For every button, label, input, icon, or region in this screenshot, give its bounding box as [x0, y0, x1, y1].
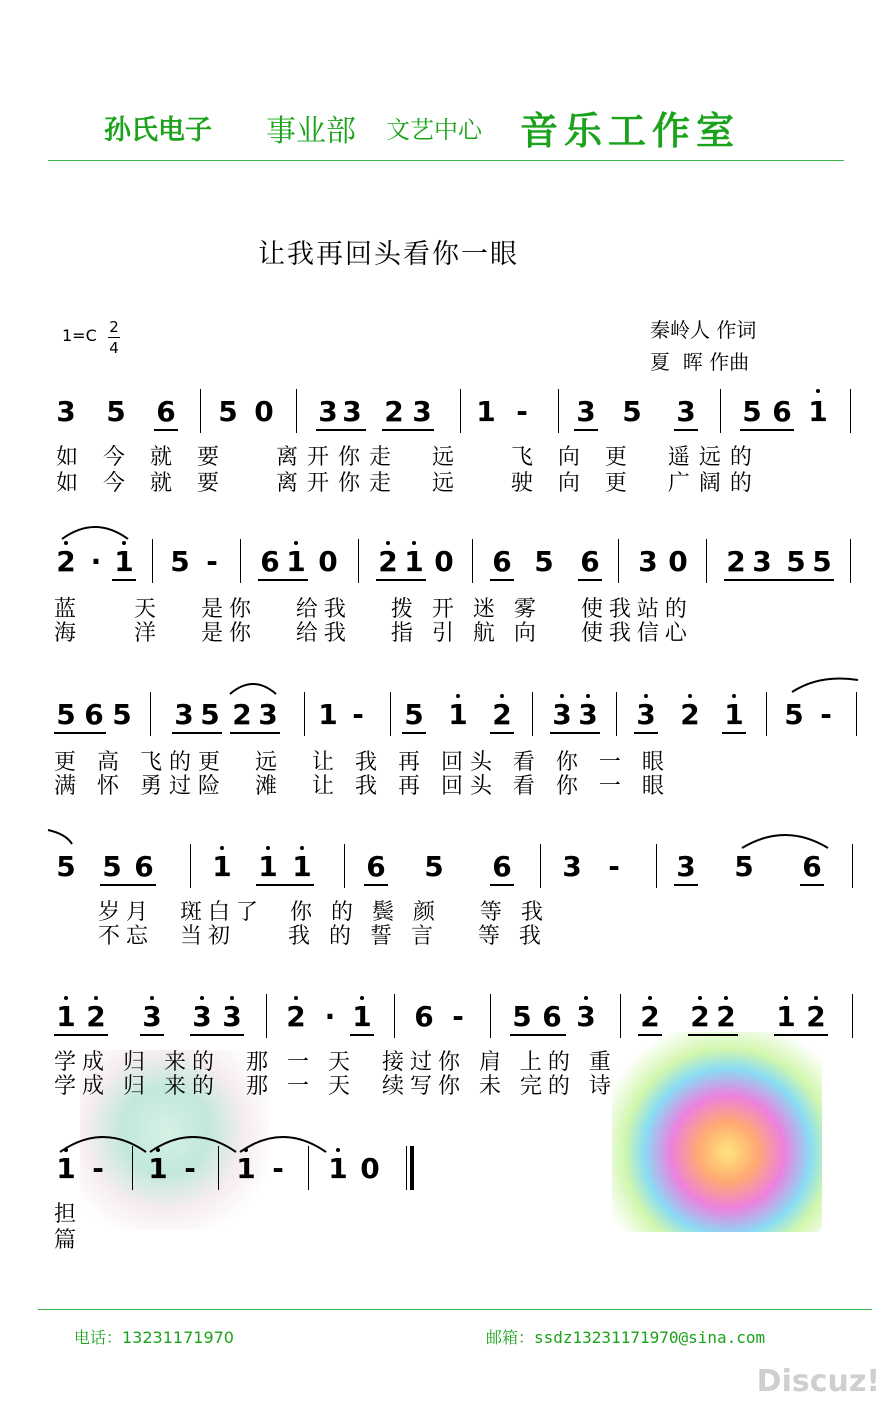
footer-rule [38, 1309, 872, 1310]
note: 3 [318, 395, 338, 428]
note: 2 [232, 698, 252, 731]
note: - [608, 850, 620, 883]
note: 2 [726, 545, 746, 578]
note: 5 [200, 698, 220, 731]
note: 5 [112, 698, 132, 731]
note: 6 [84, 698, 104, 731]
note: 0 [254, 395, 274, 428]
abstract-art-image [612, 1032, 822, 1232]
note: · [324, 1000, 336, 1033]
note: 1 [318, 698, 338, 731]
note: 2 [640, 1000, 660, 1033]
note: 3 [222, 1000, 242, 1033]
note: 5 [424, 850, 444, 883]
tie-arc [58, 1132, 338, 1154]
key-signature: 1=C [62, 326, 97, 345]
header-department: 事业部 [266, 114, 356, 149]
note: 6 [414, 1000, 434, 1033]
note: - [452, 1000, 464, 1033]
note: 6 [492, 850, 512, 883]
note: - [272, 1152, 284, 1185]
note: 3 [676, 395, 696, 428]
note: 3 [636, 698, 656, 731]
lyric-verse-1: 蓝 天 是你 给我 拨 开 迷 雾 使我站的 [54, 597, 693, 622]
tie-arc [228, 680, 278, 696]
note: 3 [552, 698, 572, 731]
note: 6 [580, 545, 600, 578]
lyric-verse-2: 篇 [54, 1228, 77, 1253]
studio-header [0, 96, 894, 156]
note: 3 [142, 1000, 162, 1033]
time-top: 2 [109, 318, 119, 336]
time-signature [108, 318, 120, 357]
note: 1 [56, 1000, 76, 1033]
note: 1 [114, 545, 134, 578]
note: 2 [86, 1000, 106, 1033]
note: 6 [802, 850, 822, 883]
note: - [92, 1152, 104, 1185]
note: 5 [170, 545, 190, 578]
lyric-verse-1: 岁月 斑白了 你 的 鬓 颜 等 我 [98, 900, 549, 925]
note: 1 [476, 395, 496, 428]
note: 6 [156, 395, 176, 428]
note: 6 [366, 850, 386, 883]
note: 2 [716, 1000, 736, 1033]
note: 1 [286, 545, 306, 578]
note: 6 [134, 850, 154, 883]
note: - [352, 698, 364, 731]
note: 2 [384, 395, 404, 428]
time-bottom: 4 [109, 339, 119, 357]
note: 6 [260, 545, 280, 578]
note: 3 [192, 1000, 212, 1033]
header-company: 孙氏电子 [104, 115, 212, 146]
note: 1 [292, 850, 312, 883]
note: 2 [378, 545, 398, 578]
header-rule [48, 160, 844, 161]
header-studio: 音乐工作室 [520, 108, 741, 153]
lyric-verse-1: 如 今 就 要 离开你走 远 飞 向 更 遥远的 [56, 445, 761, 470]
note: 1 [352, 1000, 372, 1033]
note: 1 [212, 850, 232, 883]
tie-arc [60, 521, 130, 541]
header-center: 文艺中心 [386, 116, 482, 144]
note: 5 [56, 698, 76, 731]
note: 6 [772, 395, 792, 428]
lyric-verse-2: 不忘 当初 我 的 誓 言 等 我 [98, 924, 547, 949]
note: 5 [534, 545, 554, 578]
note: 3 [576, 395, 596, 428]
note: 3 [258, 698, 278, 731]
lyric-verse-1: 更 高 飞的更 远 让 我 再 回头 看 你 一 眼 [54, 750, 671, 775]
note: 3 [174, 698, 194, 731]
note: 5 [734, 850, 754, 883]
note: 5 [784, 698, 804, 731]
tie-arc [790, 678, 860, 694]
note: 5 [56, 850, 76, 883]
note: 1 [236, 1152, 256, 1185]
note: 5 [812, 545, 832, 578]
note: 0 [434, 545, 454, 578]
note: 1 [776, 1000, 796, 1033]
note: 3 [56, 395, 76, 428]
note: 2 [286, 1000, 306, 1033]
note: 3 [578, 698, 598, 731]
note: 2 [690, 1000, 710, 1033]
song-title: 让我再回头看你一眼 [258, 239, 519, 270]
note: 1 [808, 395, 828, 428]
note: 1 [56, 1152, 76, 1185]
note: - [206, 545, 218, 578]
note: 6 [492, 545, 512, 578]
note: 3 [342, 395, 362, 428]
note: 1 [724, 698, 744, 731]
lyric-verse-2: 如 今 就 要 离开你走 远 驶 向 更 广阔的 [56, 471, 761, 496]
note: 3 [752, 545, 772, 578]
note: 1 [404, 545, 424, 578]
note: 0 [668, 545, 688, 578]
lyric-verse-1: 担 [54, 1202, 77, 1227]
note: - [184, 1152, 196, 1185]
note: 5 [102, 850, 122, 883]
note: 3 [638, 545, 658, 578]
note: 1 [448, 698, 468, 731]
note: 5 [106, 395, 126, 428]
note: 0 [360, 1152, 380, 1185]
watermark: Discuz! [756, 1364, 880, 1399]
note: 2 [680, 698, 700, 731]
note: 3 [676, 850, 696, 883]
note: 5 [218, 395, 238, 428]
note: 3 [576, 1000, 596, 1033]
lyricist-credit: 秦岭人 作词 [650, 318, 757, 342]
note: 1 [328, 1152, 348, 1185]
footer-email: 邮箱：ssdz13231171970@sina.com [486, 1328, 766, 1347]
note: 5 [742, 395, 762, 428]
note: 1 [258, 850, 278, 883]
tie-arc [740, 832, 830, 852]
note: 5 [786, 545, 806, 578]
tie-arc [46, 830, 76, 850]
note: 2 [806, 1000, 826, 1033]
note: 5 [404, 698, 424, 731]
note: - [516, 395, 528, 428]
note: 2 [56, 545, 76, 578]
note: - [820, 698, 832, 731]
lyric-verse-1: 学成 归 来的 那 一 天 接过你 肩 上的 重 [54, 1050, 617, 1075]
note: · [90, 545, 102, 578]
composer-credit: 夏 晖 作曲 [650, 350, 750, 374]
lyric-verse-2: 满 怀 勇过险 滩 让 我 再 回头 看 你 一 眼 [54, 774, 671, 799]
note: 1 [148, 1152, 168, 1185]
lyric-verse-2: 海 洋 是你 给我 指 引 航 向 使我信心 [54, 621, 693, 646]
note: 3 [412, 395, 432, 428]
note: 0 [318, 545, 338, 578]
note: 6 [542, 1000, 562, 1033]
note: 2 [492, 698, 512, 731]
lyric-verse-2: 学成 归 来的 那 一 天 续写你 未 完的 诗 [54, 1074, 617, 1099]
note: 5 [622, 395, 642, 428]
footer-phone: 电话：13231171970 [74, 1328, 234, 1347]
note: 3 [562, 850, 582, 883]
note: 5 [512, 1000, 532, 1033]
